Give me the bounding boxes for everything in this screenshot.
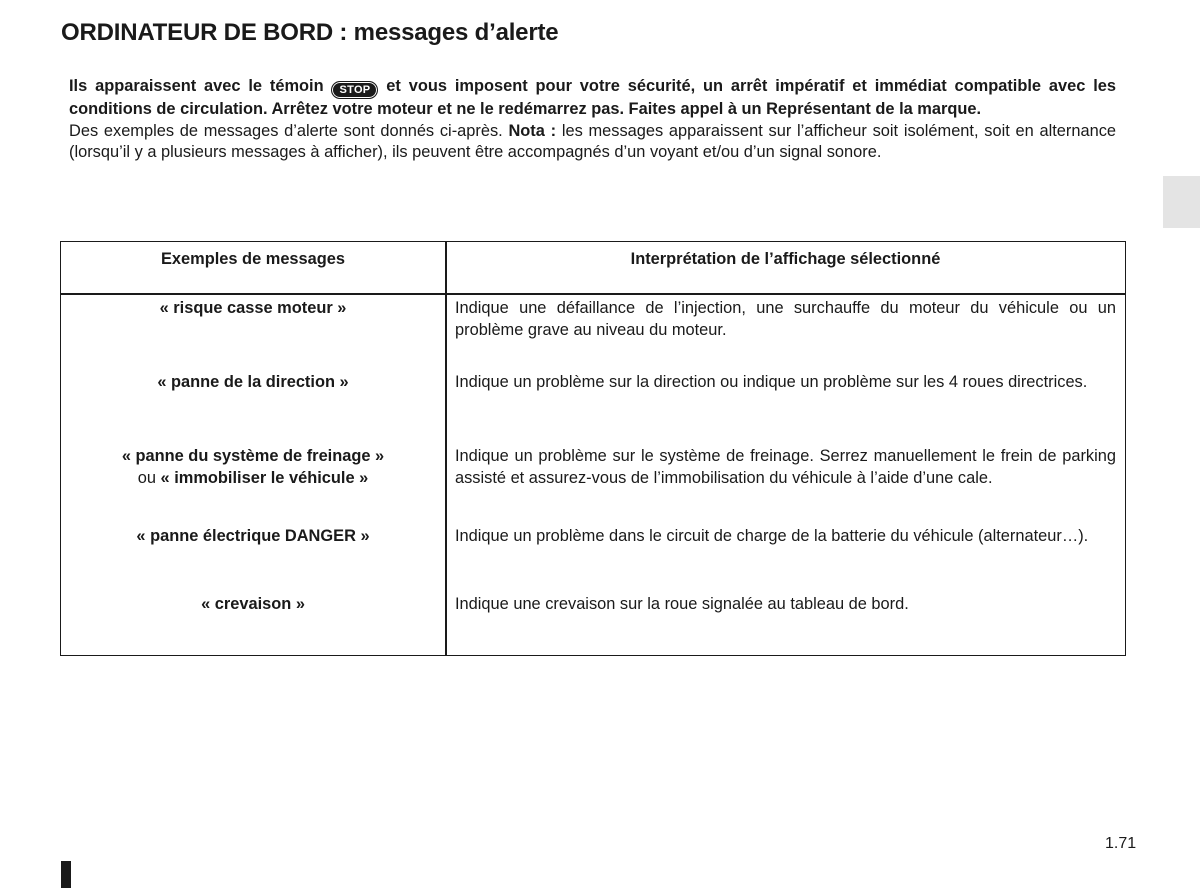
examples-text: Des exemples de messages d’alerte sont donnés ci-après.	[69, 121, 503, 140]
examples-paragraph	[69, 121, 1116, 164]
page-number: 1.71	[1105, 835, 1137, 852]
message-example-primary: « panne du système de freinage »	[121, 447, 385, 465]
message-interpretation: Indique un problème dans le circuit de charge de la batterie du véhicule (alternateur…).	[455, 527, 1089, 545]
message-example: « panne électrique DANGER »	[136, 527, 370, 545]
message-interpretation: Indique un problème sur la direction ou indique un problème sur les 4 roues directrices.	[455, 373, 1088, 391]
section-tab	[1163, 176, 1200, 228]
note-text: les messages apparaissent sur l’afficheur soit isolément, soit en alternance (lorsqu’il y a plusieurs messages à afficher), ils peuvent être accompagnés d’un voyant et/ou d’un signal sonore.	[69, 121, 1117, 161]
note-label: Nota :	[508, 121, 557, 140]
warning-text-end: et vous imposent pour votre sécurité, un arrêt impératif et immédiat compatible avec les conditions de circulation. Arrêtez votre moteur et ne le redémarrez pas. Faites appel à un Représentant de la marque.	[69, 77, 1116, 118]
message-example: « crevaison »	[201, 595, 305, 613]
alert-messages-table	[60, 241, 1126, 656]
message-interpretation: Indique un problème sur le système de freinage. Serrez manuellement le frein de parking assisté et assurez-vous de l’immobilisation du véhicule à l’aide d’une cale.	[455, 447, 1116, 487]
page-title: ORDINATEUR DE BORD : messages d’alerte	[61, 19, 559, 46]
message-interpretation: Indique une défaillance de l’injection, une surchauffe du moteur du véhicule ou un problème grave au niveau du moteur.	[455, 299, 1116, 339]
column-divider	[445, 242, 447, 655]
header-rule	[61, 293, 1125, 295]
message-example: « panne de la direction »	[157, 373, 349, 391]
print-corner-mark	[61, 861, 71, 888]
stop-warning-icon: STOP	[331, 81, 378, 99]
message-example: « risque casse moteur »	[159, 299, 347, 317]
message-example-alternative	[61, 468, 445, 490]
intro-text	[69, 76, 1116, 164]
message-or-connector: ou	[137, 468, 156, 487]
message-interpretation: Indique une crevaison sur la roue signalée au tableau de bord.	[455, 595, 909, 613]
message-example-alt: « immobiliser le véhicule »	[160, 468, 369, 487]
message-example	[61, 446, 445, 489]
column-header-interpretation: Interprétation de l’affichage sélectionné	[630, 250, 941, 268]
column-header-messages: Exemples de messages	[160, 250, 346, 268]
warning-paragraph	[69, 76, 1116, 121]
warning-text-start: Ils apparaissent avec le témoin	[69, 77, 324, 95]
